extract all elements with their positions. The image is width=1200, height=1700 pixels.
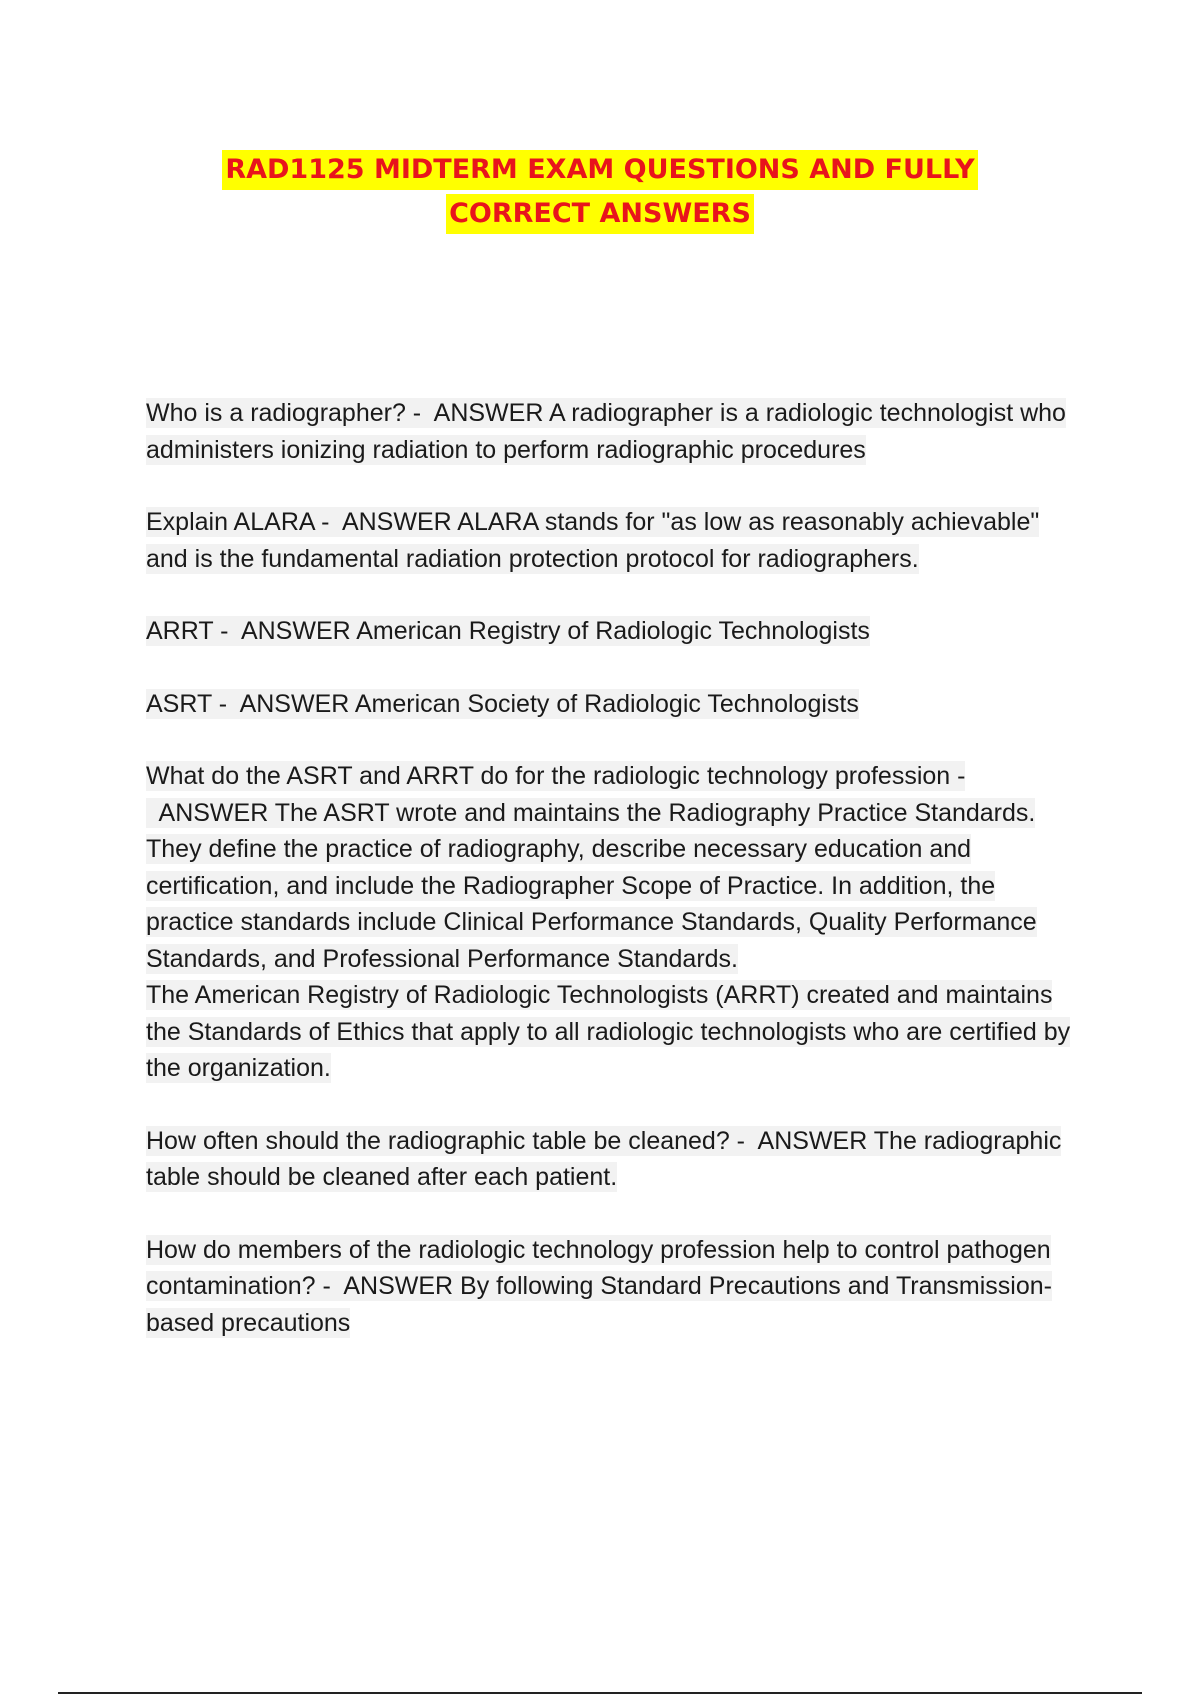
bottom-divider bbox=[58, 1692, 1142, 1694]
question-text: Explain ALARA - bbox=[146, 508, 330, 536]
document-title bbox=[0, 150, 1200, 238]
qa-item bbox=[146, 1123, 1076, 1196]
answer-label: ANSWER bbox=[343, 1272, 454, 1300]
qa-text bbox=[146, 616, 870, 646]
question-text: How often should the radiographic table be cleaned? - bbox=[146, 1126, 746, 1155]
qa-text bbox=[146, 507, 1039, 574]
question-text: Who is a radiographer? - bbox=[146, 399, 422, 427]
question-text: How do members of the radiologic technology profession help to control pathogen contamination? - bbox=[146, 1235, 1051, 1300]
answer-text: The radiographic table should be cleaned after each patient. bbox=[146, 1126, 1062, 1191]
title-line-2: CORRECT ANSWERS bbox=[446, 194, 754, 234]
question-text: ASRT - bbox=[146, 689, 228, 718]
answer-text: American Society of Radiologic Technologists bbox=[354, 689, 859, 718]
answer-continued-text: The American Registry of Radiologic Technologists (ARRT) created and maintains the Standards of Ethics that apply to all radiologic technologists who are certified by the organization. bbox=[146, 981, 1071, 1082]
qa-text bbox=[146, 761, 1037, 974]
qa-item bbox=[146, 504, 1076, 577]
qa-item bbox=[146, 686, 1076, 723]
answer-text: By following Standard Precautions and Transmission-based precautions bbox=[146, 1272, 1052, 1337]
answer-label: ANSWER bbox=[158, 798, 269, 827]
qa-item bbox=[146, 1232, 1076, 1342]
question-text: What do the ASRT and ARRT do for the radiologic technology profession - bbox=[146, 762, 966, 790]
answer-text: American Registry of Radiologic Technologists bbox=[356, 617, 870, 645]
answer-label: ANSWER bbox=[757, 1126, 868, 1155]
qa-item bbox=[146, 758, 1076, 1087]
answer-text: ALARA stands for "as low as reasonably achievable" and is the fundamental radiation protection protocol for radiographers. bbox=[146, 508, 1040, 573]
qa-text bbox=[146, 1235, 1052, 1338]
answer-text: A radiographer is a radiologic technologist who administers ionizing radiation to perform radiographic procedures bbox=[146, 399, 1066, 464]
answer-text: The ASRT wrote and maintains the Radiography Practice Standards. They define the practice of radiography, describe necessary education and certification, and include the Radiographer Scope of Practice. In addition, the practice standards include Clinical Performance Standards, Quality Performance Standards, and Professional Performance Standards. bbox=[146, 798, 1037, 973]
qa-item bbox=[146, 613, 1076, 650]
qa-text bbox=[146, 1126, 1061, 1193]
qa-list bbox=[146, 395, 1076, 1377]
qa-text bbox=[146, 689, 859, 719]
qa-text bbox=[146, 398, 1066, 465]
question-text: ARRT - bbox=[146, 617, 229, 645]
answer-label: ANSWER bbox=[433, 399, 544, 427]
answer-label: ANSWER bbox=[240, 617, 351, 645]
qa-item bbox=[146, 395, 1076, 468]
answer-label: ANSWER bbox=[341, 508, 452, 536]
answer-label: ANSWER bbox=[239, 689, 350, 718]
title-line-1: RAD1125 MIDTERM EXAM QUESTIONS AND FULLY bbox=[222, 150, 977, 190]
